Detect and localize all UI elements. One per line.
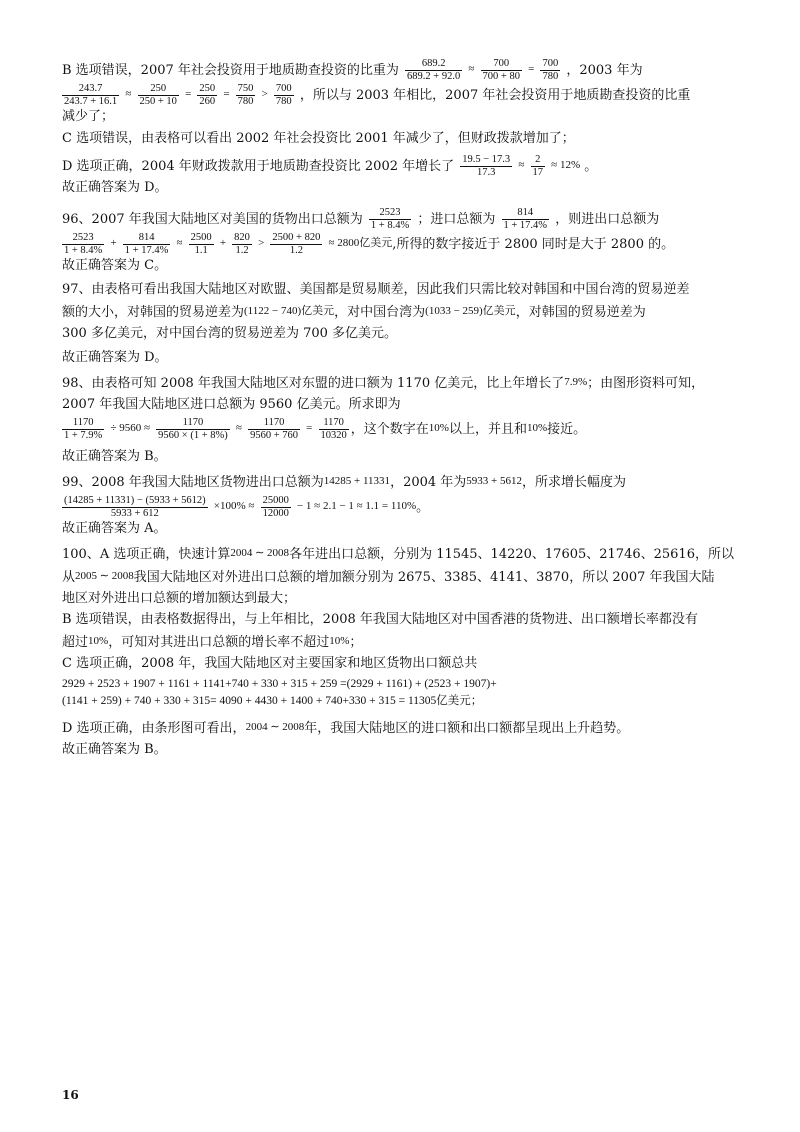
- text: ，2003 年为: [566, 63, 643, 78]
- q98-line-3: [62, 417, 742, 442]
- math-expression: 2005 ∼ 2008: [75, 570, 134, 582]
- math-expression: 5933 + 5612: [466, 475, 522, 487]
- q100-line-3: 地区对外进出口总额的增加额达到最大；: [62, 591, 297, 606]
- math-symbol: ≈: [235, 422, 242, 434]
- text: 额的大小，对韩国的贸易逆差为: [62, 305, 245, 320]
- text: D 选项正确，由条形图可看出，: [62, 721, 246, 736]
- q97-line-1: 97、由表格可看出我国大陆地区对欧盟、美国都是贸易顺差，因此我们只需比较对韩国和中国台湾的贸易逆差: [62, 282, 690, 297]
- fraction: $\frac{814}{1 + 17.4\%}$: [503, 207, 548, 231]
- q99-line-1: [62, 472, 742, 492]
- text: 以上，并且和: [448, 422, 527, 437]
- answer-100: 故正确答案为 B。: [62, 742, 167, 757]
- math-symbol: =: [528, 63, 535, 75]
- math-symbol: ≈: [125, 88, 132, 100]
- math-symbol: =: [223, 88, 230, 100]
- fraction: $\frac{2523}{1 + 8.4\%}$: [370, 207, 410, 231]
- math-symbol: − 1 ≈ 2.1 − 1 ≈ 1.1 = 110%: [296, 500, 417, 512]
- q96-line-2: [62, 232, 742, 257]
- q100-equation-line-1: 2929 + 2523 + 1907 + 1161 + 1141+740 + 330 + 315 + 259 =(2929 + 1161) + (2523 + 1907)+: [62, 678, 497, 690]
- math-expression: 14285 + 11331: [323, 475, 391, 487]
- fraction: $\frac{700}{700 + 80}$: [482, 58, 520, 82]
- math-expression: 2004 ∼ 2008: [230, 547, 290, 559]
- q98-line-2: 2007 年我国大陆地区进口总额为 9560 亿美元。所求即为: [62, 397, 401, 412]
- math-expression: 7.9%: [564, 376, 588, 388]
- option-b-line-1: [62, 58, 742, 83]
- text: ；: [470, 695, 483, 707]
- q98-line-1: [62, 373, 742, 393]
- q100-line-2: [62, 567, 742, 587]
- fraction: $\frac{2500}{1.1}$: [190, 232, 212, 256]
- math-symbol: ≈: [518, 159, 525, 171]
- q100-equation-line-2: [62, 693, 742, 710]
- text: 100、A 选项正确，快速计算: [62, 547, 231, 562]
- math-symbol: +: [110, 237, 117, 249]
- option-d-line: [62, 154, 742, 179]
- fraction: $\frac{700}{780}$: [275, 83, 292, 107]
- text: 从: [62, 570, 76, 585]
- fraction: $\frac{2523}{1 + 8.4\%}$: [64, 232, 103, 256]
- fraction: $\frac{1170}{9560 \times (1 + 8\%)}$: [158, 417, 228, 441]
- q100-option-c-line-1: C 选项正确，2008 年，我国大陆地区对主要国家和地区货物出口额总共: [62, 656, 478, 671]
- math-expression: 10%: [88, 635, 109, 647]
- text: ，可知对其进出口总额的增长率不超过: [108, 635, 330, 650]
- text: ，则进出口总额为: [555, 212, 660, 227]
- answer-d: 故正确答案为 D。: [62, 180, 168, 195]
- q97-line-3: 300 多亿美元，对中国台湾的贸易逆差为 700 多亿美元。: [62, 326, 398, 341]
- q97-line-2: [62, 302, 742, 322]
- q100-option-d: [62, 718, 742, 738]
- fraction: $\frac{2}{17}$: [532, 154, 544, 178]
- text: 我国大陆地区对外进出口总额的增加额分别为 2675、3385、4141、3870，所以 2007 年我国大陆: [133, 570, 715, 585]
- fraction: $\frac{19.5 - 17.3}{17.3}$: [462, 154, 511, 178]
- q100-option-b-line-1: B 选项错误，由表格数据得出，与上年相比，2008 年我国大陆地区对中国香港的货物进、出口额增长率都没有: [62, 612, 698, 627]
- math-expression: (1122 − 740)亿美元: [244, 305, 335, 317]
- page-number: 16: [62, 1088, 79, 1102]
- option-c: C 选项错误，由表格可以看出 2002 年社会投资比 2001 年减少了，但财政拨款增加了；: [62, 131, 575, 146]
- fraction: $\frac{1170}{9560 + 760}$: [250, 417, 298, 441]
- fraction: $\frac{1170}{10320}$: [320, 417, 347, 441]
- math-symbol: ≈ 2800亿美元: [328, 237, 393, 249]
- text: ,所得的数字接近于 2800 同时是大于 2800 的。: [392, 237, 675, 252]
- math-expression: 10%: [526, 422, 548, 434]
- text: 。: [416, 500, 430, 515]
- text: ，所求增长幅度为: [522, 475, 627, 490]
- fraction: $\frac{689.2}{689.2 + 92.0}$: [407, 58, 461, 82]
- q99-line-2: [62, 495, 742, 520]
- math-symbol: ≈: [176, 237, 183, 249]
- answer-99: 故正确答案为 A。: [62, 521, 167, 536]
- text: ，对中国台湾为: [334, 305, 426, 320]
- math-symbol: =: [185, 88, 192, 100]
- math-symbol: +: [219, 237, 227, 249]
- text: 年，我国大陆地区的进口额和出口额都呈现出上升趋势。: [304, 721, 630, 736]
- math-symbol: =: [306, 422, 313, 434]
- text: ；由图形资料可知，: [587, 376, 705, 391]
- answer-97: 故正确答案为 D。: [62, 350, 168, 365]
- option-b-line-3: 减少了；: [62, 109, 115, 124]
- q100-option-b-line-2: [62, 632, 742, 652]
- fraction: $\frac{1170}{1 + 7.9\%}$: [64, 417, 103, 441]
- fraction: $\frac{250}{260}$: [199, 83, 216, 107]
- fraction: $\frac{250}{250 + 10}$: [139, 83, 177, 107]
- math-symbol: ×100% ≈: [213, 500, 255, 512]
- q100-line-1: [62, 544, 742, 564]
- option-b-line-2: [62, 83, 742, 108]
- text: ，对韩国的贸易逆差为: [515, 305, 646, 320]
- math-symbol: ≈ 12%: [551, 159, 581, 171]
- text: 99、2008 年我国大陆地区货物进出口总额为: [62, 475, 324, 490]
- fraction: $\frac{700}{780}$: [542, 58, 559, 82]
- text: ；: [349, 635, 363, 650]
- text: 98、由表格可知 2008 年我国大陆地区对东盟的进口额为 1170 亿美元，比上年增长了: [62, 376, 565, 391]
- text: 。: [584, 159, 598, 174]
- text: ，这个数字在: [350, 422, 429, 437]
- math-symbol: ÷ 9560 ≈: [110, 422, 151, 434]
- math-expression: 10%: [329, 635, 350, 647]
- fraction: $\frac{750}{780}$: [237, 83, 254, 107]
- math-expression: (1033 − 259)亿美元: [425, 305, 516, 317]
- math-expression: 2004 ∼ 2008: [245, 721, 305, 733]
- fraction: $\frac{243.7}{243.7 + 16.1}$: [64, 83, 118, 107]
- text: ；进口总额为: [417, 212, 496, 227]
- text: D 选项正确，2004 年财政拨款用于地质勘查投资比 2002 年增长了: [62, 159, 455, 174]
- fraction: $\frac{2500 + 820}{1.2}$: [272, 232, 321, 256]
- math-symbol: ≈: [468, 63, 475, 75]
- text: 接近。: [547, 422, 587, 437]
- math-symbol: >: [261, 88, 268, 100]
- answer-98: 故正确答案为 B。: [62, 449, 167, 464]
- text: B 选项错误，2007 年社会投资用于地质勘查投资的比重为: [62, 63, 399, 78]
- math-expression: (1141 + 259) + 740 + 330 + 315= 4090 + 4430 + 1400 + 740+330 + 315 = 11305亿美元: [62, 695, 471, 707]
- fraction: $\frac{814}{1 + 17.4\%}$: [124, 232, 169, 256]
- text: ，2004 年为: [390, 475, 467, 490]
- fraction: $\frac{(14285 + 11331) - (5933 + 5612)}{5933 + 612}$: [64, 495, 206, 519]
- math-symbol: >: [258, 237, 265, 249]
- q96-line-1: [62, 207, 742, 232]
- text: 超过: [62, 635, 89, 650]
- math-expression: 10%: [428, 422, 449, 434]
- text: 96、2007 年我国大陆地区对美国的货物出口总额为: [62, 212, 363, 227]
- text: 各年进出口总额，分别为 11545、14220、17605、21746、25616，所以: [289, 547, 734, 562]
- document-body: [62, 52, 742, 765]
- fraction: $\frac{820}{1.2}$: [234, 232, 250, 256]
- fraction: $\frac{25000}{12000}$: [262, 495, 289, 519]
- answer-96: 故正确答案为 C。: [62, 258, 168, 273]
- text: ，所以与 2003 年相比，2007 年社会投资用于地质勘查投资的比重: [299, 88, 691, 103]
